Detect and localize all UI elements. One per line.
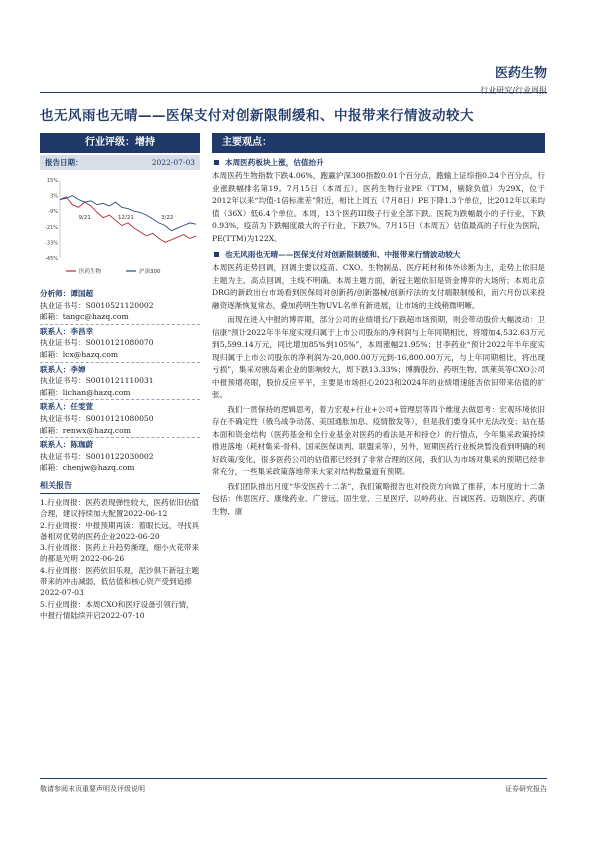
analyst-email-line [40, 462, 200, 474]
analyst-email-label: 邮箱： [40, 349, 63, 359]
footer-disclaimer: 敬请参阅末页重要声明及评级说明 [40, 785, 145, 793]
main-heading: 主要观点： [212, 133, 545, 153]
y-tick-label: -21% [45, 224, 58, 231]
related-report-item: 3.行业周报：医药上升趋势渐现，细小火花带来的都是光明 2022-06-26 [40, 543, 200, 564]
analyst-email-label: 邮箱： [40, 425, 63, 435]
analyst-cert: S0010121110031 [85, 376, 154, 386]
report-title: 也无风雨也无晴——医保支付对创新限制缓和、中报带来行情波动较大 [40, 108, 474, 124]
square-bullet-icon [214, 160, 219, 165]
analyst-email: lichan@hazq.com [62, 387, 131, 397]
y-tick-label: 3% [50, 193, 58, 200]
analyst-email-line [40, 349, 200, 361]
analyst-cert-line [40, 451, 200, 463]
analyst-cert-line [40, 337, 200, 349]
section-paragraph: 而现在进入中报的博弈期，部分公司的业绩增长/下跌超市场预期，则会带动股价大幅波动：卫信康“预计2022年半年度实现归属于上市公司股东的净利润与上年同期相比，将增加4,532.63万元到5,599.14万元，同比增加85%到105%”，本周涨幅21.95%；甘李药业“预计2022年半年度实现归属于上市公司股东的净利润为-20,000.00万元到-16,800.00万元，与上年同期相比，将出现亏损”，集采对胰岛素企业的影响较大，周下跌13.33%；博腾股份、药明生物、凯莱英等CXO公司中报预增亮眼，股价反应平平，主要是市场担心2023和2024年的业绩增速能否依旧带来估值的扩张。 [212, 315, 545, 399]
related-report-item: 4.行业周报：医药依旧乐观，泥沙俱下新冠主题带来的冲击减弱，低估值和核心资产受到追捧 2022-07-03 [40, 565, 200, 598]
analyst-name-line [40, 364, 200, 376]
y-tick-label: -9% [48, 209, 58, 216]
y-tick-label: 15% [46, 178, 58, 184]
analyst-role: 联系人： [40, 326, 71, 336]
section-paragraph: 本周医药走势回调，回调主要以疫苗、CXO、生物制品、医疗耗材和体外诊断为主，走势上依旧是主题为主、高点回调，主线不明确。本周主题方面，新冠主题依旧是资金博弈的大场所；本周北京DRG的新政出台市场看到医保局对创新药/创新器械/创新疗法的支付端限制缓和，而六月份以来投融资逐渐恢复常态，叠加药明生物UVL名单有新进展，让市场的主线稍微明晰。 [212, 263, 545, 310]
y-tick-label: -33% [45, 240, 58, 247]
header [480, 62, 547, 96]
analyst-cert-label: 执业证书号： [40, 451, 86, 461]
section-heading [212, 157, 545, 168]
analyst-name: 李婵 [70, 364, 86, 374]
main-sections [212, 157, 545, 518]
analyst-name: 李昌幸 [70, 326, 94, 336]
legend-label: 医药生物 [79, 269, 102, 275]
related-list [40, 497, 200, 621]
related-heading: 相关报告 [40, 480, 200, 494]
analyst-cert: S0010521120002 [85, 300, 154, 310]
analyst-email-line [40, 425, 200, 437]
analyst-cert-label: 执业证书号： [40, 413, 86, 423]
right-column [212, 133, 545, 518]
analyst-role: 联系人： [40, 364, 71, 374]
square-bullet-icon [214, 252, 219, 257]
analyst-role: 联系人： [40, 440, 71, 450]
related-report-item: 2.行业周报：中报预期再读：着眼长远，寻找具备相对优势的医药企业2022-06-20 [40, 520, 200, 541]
analyst-email-label: 邮箱： [40, 387, 63, 397]
analyst-email: renwx@hazq.com [62, 425, 131, 435]
analyst-role: 分析师： [40, 289, 71, 298]
analyst-name: 陈珈蔚 [70, 440, 94, 450]
analyst-email-line [40, 387, 200, 399]
header-rule [40, 92, 547, 93]
section-paragraph: 本周医药生物指数下跌4.06%，跑赢沪深300指数0.01个百分点，跑输上证综指0.24个百分点，行业涨跌幅排名第19。7月15日（本周五），医药生物行业PE（TTM，剔除负值）为29X，位于2012年以来“均值-1倍标准差”附近，相比上周五（7月8日）PE下降1.3个单位，比2012年以来均值（36X）低6.4个单位。本周，13个医药III级子行业全部下跌。医院为跌幅最小的子行业，下跌0.93%，疫苗为下跌幅度最大的子行业，下跌7%。7月15日（本周五）估值最高的子行业为医院，PE(TTM)为122X。 [212, 171, 545, 243]
analyst-name-line [40, 439, 200, 451]
section-title: 也无风雨也无晴——医保支付对创新限制缓和、中报带来行情波动较大 [225, 250, 461, 259]
related-report-item: 1.行业周报：医药表现弹性较大，医药依旧估值合理，建议持续加大配置2022-06-12 [40, 497, 200, 519]
rating-box: 行业评级：增持 [40, 133, 200, 153]
date-box [40, 155, 200, 170]
analyst-email-label: 邮箱： [40, 312, 63, 322]
left-column [40, 133, 200, 621]
analyst-cert-line [40, 375, 200, 387]
analyst-role: 联系人： [40, 402, 71, 412]
related-report-item: 5.行业周报：本周CXO和医疗设备引领行情，中报行情陆续开启2022-07-10 [40, 599, 194, 620]
analyst-cert: S0010121080070 [85, 338, 154, 348]
x-tick-label: 12/21 [118, 215, 134, 221]
footer-rule [40, 778, 547, 779]
analyst-cert-label: 执业证书号： [40, 376, 86, 386]
section-paragraph: 我们一贯保持的逻辑思考，着力宏观+行业+公司+管理层等四个维度去做思考：宏观环境依旧存在不确定性（俄乌战争动荡、美国通胀加息、疫情散发等），但是我们要身其中无法改变；站在基本面和资金结构（医药基金和全行业基金对医药的看法是开和持仓）的行情点，今年集采政策持续推进落地（耗材集采-骨科、国采医保谈判、联盟采等），另外，短期医药行业板块暂没看到明确的利好政策/变化，很多医药公司的估值都已经到了非常合理的区间，我们认为市场对集采的预期已经非常充分，一些集采政策落地带来大家对结构数量道有预期。 [212, 404, 545, 476]
analyst-divider [40, 437, 200, 438]
analyst-cert-label: 执业证书号： [40, 300, 86, 310]
analyst-cert-line [40, 413, 200, 425]
analyst-cert-label: 执业证书号： [40, 338, 86, 348]
analyst-email: lcx@hazq.com [62, 349, 119, 359]
date-value: 2022-07-03 [151, 158, 195, 167]
section-heading [212, 249, 545, 260]
analyst-divider [40, 324, 200, 325]
analyst-email-label: 邮箱： [40, 463, 63, 473]
analyst-cert-line [40, 300, 200, 312]
section-title: 本周医药板块上涨，估值抬升 [225, 158, 324, 167]
analyst-divider [40, 399, 200, 400]
legend-label: 沪深300 [139, 269, 161, 275]
date-label: 报告日期： [45, 158, 83, 167]
analyst-cert: S0010121080050 [85, 413, 154, 423]
analyst-name-line [40, 288, 200, 300]
analyst-divider [40, 362, 200, 363]
footer-label: 证券研究报告 [505, 785, 547, 793]
series-line-1 [60, 196, 196, 231]
analyst-email: chenjw@hazq.com [62, 463, 135, 473]
y-tick-label: -45% [45, 256, 58, 262]
x-tick-label: 3/22 [160, 215, 174, 221]
sector-name: 医药生物 [494, 66, 547, 81]
analyst-email: tangc@hazq.com [62, 312, 129, 322]
x-tick-label: 9/21 [78, 215, 91, 221]
analyst-list [40, 288, 200, 474]
analyst-name: 谭国超 [70, 289, 94, 298]
analyst-name-line [40, 326, 200, 338]
analyst-name-line [40, 401, 200, 413]
section-paragraph: 我们团队推出月度“华安医药十二条”，我们策略报告也对投资方向做了推荐，本月度的十二条包括：伟思医疗、康缘药业、广誉远、固生堂、三星医疗、以岭药业、百诚医药、迈瑞医疗、药康生物、康 [212, 481, 545, 516]
analyst-name: 任雯萱 [70, 402, 94, 412]
analyst-cert: S0010122030002 [85, 451, 154, 461]
analyst-email-line [40, 311, 200, 323]
performance-chart [40, 174, 200, 282]
report-type: 行业研究/行业周报 [480, 86, 547, 95]
